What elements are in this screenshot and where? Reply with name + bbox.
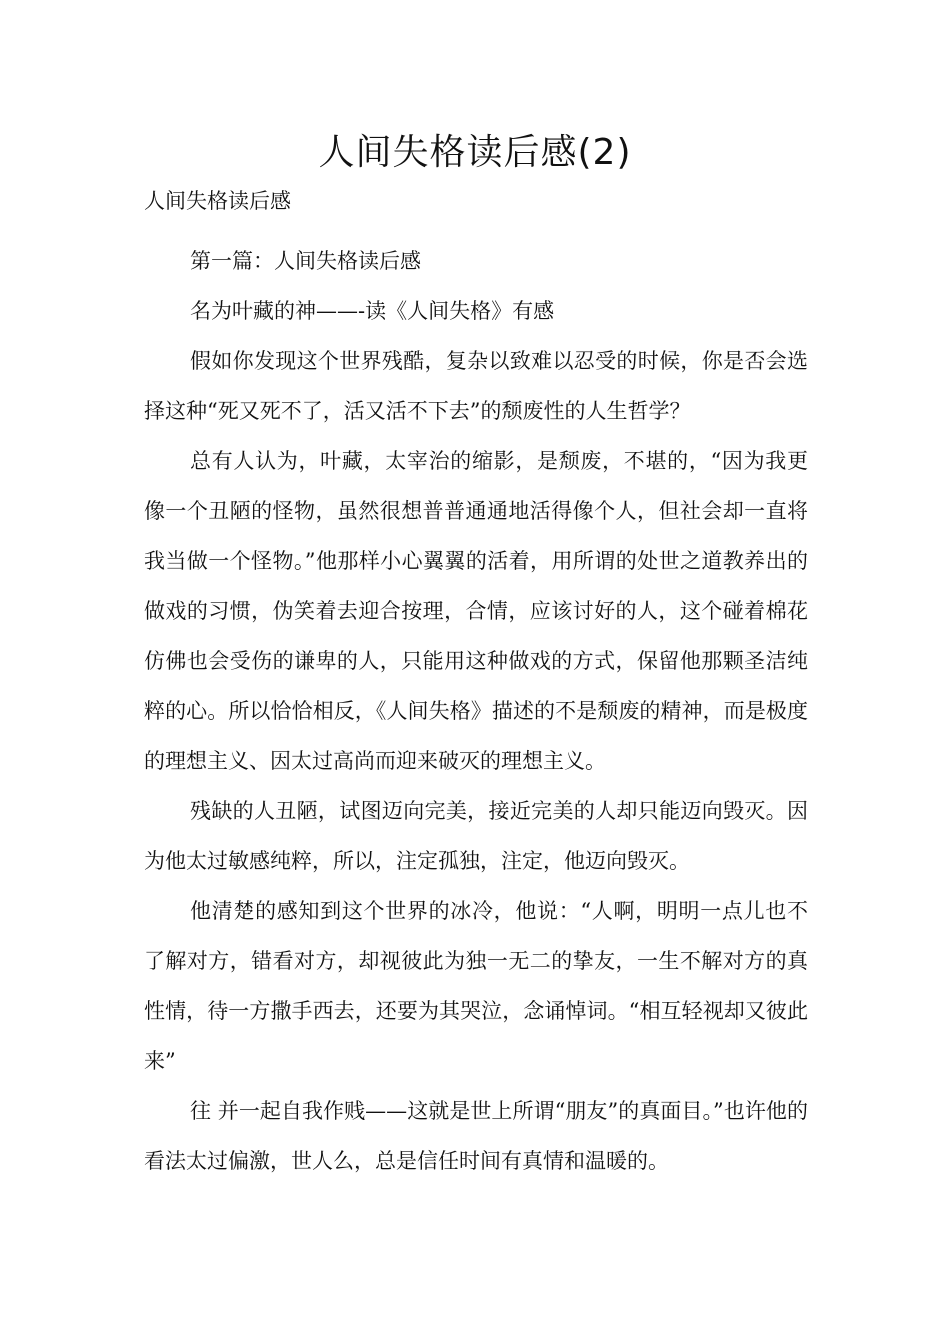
paragraph: 他清楚的感知到这个世界的冰冷，他说：“人啊，明明一点儿也不了解对方，错看对方，却视彼此为独一无二的挚友，一生不解对方的真性情，待一方撒手西去，还要为其哭泣，念诵悼词。“相互轻视却又彼此来”: [144, 899, 808, 1073]
paragraph: 残缺的人丑陋，试图迈向完美，接近完美的人却只能迈向毁灭。因为他太过敏感纯粹，所以，注定孤独，注定，他迈向毁灭。: [144, 799, 808, 873]
paragraph: 假如你发现这个世界残酷，复杂以致难以忍受的时候，你是否会选择这种“死又死不了，活又活不下去”的颓废性的人生哲学？: [144, 349, 808, 423]
document-subtitle: 人间失格读后感: [144, 189, 291, 213]
document-body: [144, 236, 808, 1186]
paragraph-heading-first-article: 第一篇：人间失格读后感: [190, 249, 421, 273]
paragraph: 总有人认为，叶藏，太宰治的缩影，是颓废，不堪的，“因为我更像一个丑陋的怪物，虽然很想普普通通地活得像个人，但社会却一直将我当做一个怪物。”他那样小心翼翼的活着，用所谓的处世之道教养出的做戏的习惯，伪笑着去迎合按理，合情，应该讨好的人，这个碰着棉花仿佛也会受伤的谦卑的人，只能用这种做戏的方式，保留他那颗圣洁纯粹的心。所以恰恰相反，《人间失格》描述的不是颓废的精神，而是极度的理想主义、因太过高尚而迎来破灭的理想主义。: [144, 449, 808, 773]
paragraph: 往 并一起自我作贱——这就是世上所谓“朋友”的真面目。”也许他的看法太过偏激，世人么，总是信任时间有真情和温暖的。: [144, 1099, 808, 1173]
paragraph-essay-title: 名为叶藏的神——-读《人间失格》有感: [190, 299, 555, 323]
document-title: 人间失格读后感(2): [318, 132, 632, 173]
